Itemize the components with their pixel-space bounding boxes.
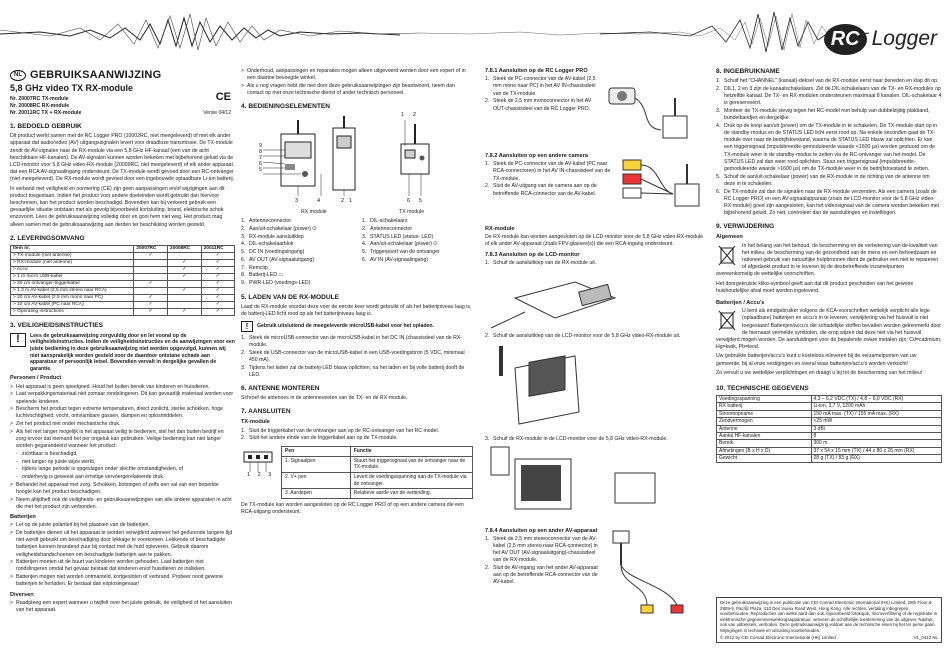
- table-cell: Zendvermogen: [717, 418, 812, 425]
- delivery-table: [10, 245, 235, 316]
- header-banner: [0, 0, 950, 62]
- paragraph: Het doorgekruiste kliko-symbool geeft aan dat dit product gescheiden van het gewone huishoudelijke afval moet worden ingeleverd.: [716, 280, 914, 294]
- table-row: [717, 403, 942, 410]
- legend-item: 6. AV OUT (AV-signaaluitgang): [241, 257, 352, 264]
- table-row: [11, 308, 235, 315]
- paragraph: In verband met veiligheid en normering (CE) zijn geen aanpassingen en/of wijzigingen aan dit product toegestaan. Indien het product voor andere doeleinden wordt gebruikt dan hiervoor beschreven, kan het product worden beschadigd. Bovendien kan bij verkeerd gebruik een gevaarlijke situatie ontstaan met als gevolg bijvoorbeeld kortsluiting, brand, elektrische schok enzovoort. Lees de gebruiksaanwijzing volledig door en gooi hem niet weg. Het product mag alleen samen met de gebruiksaanwijzing aan derden ter beschikking worden gesteld.: [10, 185, 225, 228]
- table-row: [11, 252, 235, 259]
- table-cell: > Accu: [11, 266, 134, 273]
- table-cell: > TX-module (niet antenne): [11, 252, 134, 259]
- column-2: [241, 68, 473, 518]
- paragraph: Dit product werkt samen met de RC Logger PRO (10002RC, niet meegeleverd) of met elk ander apparaat dat audio/video (AV) uitgangssignalen levert voor draadloze transmissie. De TX-module zendt de AV-signalen naar de RX-module via een 5,8 GHz HF-kanaal (een van de acht beschikbare HF-kanalen). De AV-signalen kunnen worden bekeken met bijbehorend geluid via de LCD-monitor voor 5,8 GHz video-RX-module (20009RC, niet meegeleverd) of elk ander apparaat dat een RCA AV-signaalingang ondersteunt. De TX-module wordt gevoed door een RC-ontvanger (niet meegeleverd). De RX-module wordt gevoed door een ingebouwde oplaadbare Li-ion batterij.: [10, 133, 235, 183]
- rx-callout-numbers: [259, 143, 262, 173]
- callout-number: 1: [401, 112, 405, 119]
- monitor-illustration: [485, 340, 695, 432]
- table-row: [282, 489, 473, 499]
- pin-section: [241, 446, 473, 499]
- table-cell: [134, 273, 168, 280]
- table-cell: 4,3 – 6,2 VDC (TX) / 4,8 – 6,0 VDC (RX): [811, 396, 942, 403]
- legend-item: 2. Aan/uit-schakelaar (power) ⏻: [241, 226, 352, 233]
- table-row: [11, 280, 235, 287]
- column-4: [716, 68, 942, 463]
- step-item: 2. Steek de USB-connector van de microUSB-kabel in een USB-voedingsbron (5 VDC, minimaal 450 mA).: [241, 350, 473, 364]
- table-row: [717, 425, 942, 432]
- list-item: > Behandel het apparaat met zorg. Schokken, botsingen of zelfs een val van een beperkte hoogte kan het product beschadigen.: [10, 482, 235, 496]
- table-cell: > 20 cm ontvanger-triggerkabel: [11, 280, 134, 287]
- list-item: > Het apparaat is geen speelgoed. Houd het buiten bereik van kinderen en huisdieren.: [10, 384, 235, 391]
- page-title: GEBRUIKSAANWIJZING: [30, 68, 162, 81]
- battery-bin-icon: [716, 308, 738, 332]
- table-cell: 300 m: [811, 440, 942, 447]
- table-row: [11, 259, 235, 266]
- step-item: 1. Steek de microUSB-connector van de microUSB-kabel in het DC IN (chassisdeel van de RX-module.: [241, 335, 473, 349]
- subsection-title: Batterijen: [10, 514, 36, 521]
- step-item: 2. Sluit de AV-ingang van het ander AV-apparaat aan op de betreffende RCA-connector van de AV-kabel.: [485, 565, 603, 587]
- subsection-title: TX-module: [241, 419, 270, 426]
- list-item: > Laat verpakkingsmateriaal niet zomaar rondslingeren. Dit kan gevaarlijk materiaal worden voor spelende kinderen.: [10, 391, 235, 405]
- table-cell: ✓: [167, 273, 201, 280]
- legend-item: 5. DC IN (voedingsingang): [241, 249, 352, 256]
- control-elements-figure: [241, 114, 473, 218]
- subsection-title: 7.8.1 Aansluiten op de RC Logger PRO: [485, 68, 588, 74]
- callout-number: 1: [349, 198, 353, 205]
- imprint-text: Deze gebruiksaanwijzing is een publicatie van CEI Conrad Electronic International (HK) Limited, 28th Floor & 2909-9, Pacific Plaza, 410 Des Voeux Road West, Hong Kong. Alle rechten, vertaling inbegrepen, voorbehouden. Reproducties van welke aard dan ook, bijvoorbeeld fotokopie, microverfilming of de registratie in elektronische gegevensverwerkingsapparatuur, vereisen de schriftelijke toestemming van de uitgever. Nadruk, ook van uittreksels, verboden. Deze gebruiksaanwijzing voldoet aan de technische eisen bij het ter perse gaan. Wijzigingen in techniek en uitrusting voorbehouden.: [720, 600, 938, 633]
- paragraph: In het belang van het behoud, de bescherming en de verbetering van de kwaliteit van het milieu, de bescherming van de gezondheid van de mens en een behoedzaam en rationeel gebruik van natuurlijke hulpbronnen dient de gebruiker een niet te repareren of afgedankt product in te leveren bij de desbetreffende inzamelpunten overeenkomstig de wettelijke voorschriften.: [716, 242, 939, 278]
- rc-logger-logo: [824, 22, 940, 56]
- callout-number: 8: [259, 149, 263, 156]
- paragraph: Laad de RX-module voordat deze voor de eerste keer wordt gebruikt of als het batterijniveau laag is, de batterij-LED licht rood op als het batterijniveau laag is.: [241, 303, 472, 317]
- section-title: 7. AANSLUITEN: [241, 408, 291, 416]
- step-item: 1. Steek de PC-connector van de AV-kabel (PC naar RCA-connectoren) in het AV IN-chassisdeel van de TX-module.: [485, 161, 615, 183]
- table-cell: 8: [811, 433, 942, 440]
- table-cell: 3 dBi: [811, 425, 942, 432]
- logo-logger: Logger: [869, 27, 940, 51]
- table-cell: > Operating instructions: [11, 308, 134, 315]
- step-item: 2. Sluit het andere einde van de triggerkabel aan op de TX-module.: [241, 435, 473, 442]
- table-cell: ✓: [201, 266, 234, 273]
- table-cell: ✓: [167, 308, 201, 315]
- list-item: > De batterijen dienen uit het apparaat te worden verwijderd wanneer het gedurende langere tijd niet wordt gebruikt om beschadiging door lekkage te voorkomen. Lekkende of beschadigde batterijen kunnen brandend zuur bij contact met de huid opleveren. Gebruik daarom veiligheidshandschoenen om beschadigde batterijen aan te pakken.: [10, 530, 235, 559]
- step-item: 5. Schuif de aan/uit-schakelaar (power) van de RX-module in de richting van de antenne om deze in te schakelen.: [716, 174, 942, 188]
- table-row: [11, 273, 235, 280]
- paragraph: Zo vervult u uw wettelijke verplichtingen en draagt u bij tot de bescherming van het milieu!: [716, 369, 923, 376]
- table-cell: [134, 287, 168, 294]
- callout-number: 5: [259, 167, 263, 174]
- legend-item: 3. RX-module aansluitklep: [241, 234, 352, 241]
- warning-text: Gebruik uitsluitend de meegeleverde microUSB-kabel voor het opladen.: [257, 323, 434, 330]
- step-item: 1. Schuif het "CHANNEL" (kanaal)-deksel van de RX-module eerst naar beneden en klap dit op.: [716, 78, 942, 85]
- paragraph: De RX-module kan worden aangesloten op de LCD-monitor voor de 5,8 GHz video-RX-module of elk ander AV-apparaat (zoals FPV-glasses(s)) die een RCA-ingang ondersteunt.: [485, 234, 703, 248]
- table-cell: > RX-module (niet antenne): [11, 259, 134, 266]
- pin-numbers: 1 2 3: [247, 471, 275, 478]
- table-cell: Antenne: [717, 425, 812, 432]
- item-number: Nr. 20008RC RX-module: [10, 103, 70, 110]
- block-781: [485, 68, 705, 148]
- table-cell: ✓: [201, 280, 234, 287]
- table-cell: Stroomopname: [717, 410, 812, 417]
- table-cell: RX batterij: [717, 403, 812, 410]
- table-cell: <25 mW: [811, 418, 942, 425]
- list-item: > Als het niet langer mogelijk is het apparaat veilig te bedienen, stel het dan buiten bedrijf en zorg ervoor dat niemand het per ongeluk kan gebruiken. Veilige bediening kan niet langer worden gegarandeerd wanneer het product:: [10, 429, 235, 451]
- figure-caption-rx: RX module: [301, 209, 327, 216]
- step-item: 1. Schuif de aansluitklep van de RX-module uit.: [485, 260, 705, 267]
- table-header: Item nr.: [11, 245, 134, 252]
- table-cell: 150 mA max. (TX) / 155 mA max. (RX): [811, 410, 942, 417]
- table-cell: 1. Signaalpen: [282, 456, 351, 472]
- block-782: [485, 150, 705, 220]
- table-row: [717, 447, 942, 454]
- table-cell: > 1 m micro USB-kabel: [11, 273, 134, 280]
- callout-number: 9: [259, 143, 263, 150]
- rc-logger-illustration: [601, 68, 701, 148]
- modules-diagram: [241, 114, 473, 218]
- table-row: [11, 266, 235, 273]
- subsection-title: Batterijen / Accu's: [716, 299, 765, 306]
- table-cell: Afmetingen (B x H x D): [717, 447, 812, 454]
- page-subtitle: 5,8 GHz video TX RX-module: [10, 83, 134, 93]
- table-cell: [134, 259, 168, 266]
- table-cell: > 10 cm AV-kabel (PC naar RCA): [11, 301, 134, 308]
- table-row: [717, 396, 942, 403]
- subsection-title: Diversen: [10, 591, 34, 598]
- table-cell: ✓: [167, 266, 201, 273]
- callout-number: 6: [259, 161, 263, 168]
- table-cell: ✓: [201, 259, 234, 266]
- table-cell: Gewicht: [717, 455, 812, 462]
- table-cell: Voedingsspanning: [717, 396, 812, 403]
- step-item: 2. DIL1, 2 en 3 zijn de kanaalschakelaars. Zet de DIL-schakelaars van de TX- en RX-modules op hetzelfde kanaal. De TX- en RX-modulen ondersteunen maximaal 8 kanalen. DIL-schakelaar 4 is gereserveerd.: [716, 86, 942, 108]
- table-cell: ✓: [201, 301, 234, 308]
- paragraph: U bent als eindgebruiker volgens de KCA-voorschriften wettelijk verplicht alle lege (oplaadbare) batterijen en accu's in te leveren; verwijdering via het huisvuil is niet toegestaan! Batterijen/accu's die schadelijke stoffen bevatten worden gekenmerkt door de hiernaast vermelde symbolen, die erop wijzen dat deze niet via het huisvuil verwijderd mogen worden. De aanduidingen voor de bepalende zware metalen zijn: Cd=cadmium, Hg=kwik, Pb=lood.: [716, 308, 942, 351]
- column-1: [10, 68, 235, 615]
- table-header: 20007RC: [134, 245, 168, 252]
- table-row: [282, 456, 473, 472]
- table-cell: ✓: [167, 259, 201, 266]
- list-item: > Onderhoud, aanpassingen en reparaties mogen alleen uitgevoerd worden door een expert of in een daartoe bevoegde winkel.: [241, 68, 473, 82]
- step-item: 3. Schuif de RX-module in de LCD-monitor voor de 5,8 GHz video-RX-module.: [485, 436, 705, 443]
- table-row: [282, 472, 473, 488]
- step-item: 2. Steek de 2,5 mm monoconnector in het AV OUT-chassisdeel van de RC Logger PRO.: [485, 98, 597, 112]
- table-cell: [134, 266, 168, 273]
- legend-item: 7. Remclip: [241, 265, 352, 272]
- callout-number: 4: [317, 198, 321, 205]
- warning-text: Lees de gebruiksaanwijzing zorgvuldig door en let vooral op de veiligheidsinstructies. Indien de veiligheidsinstructies en de aanwijzingen voor een juiste bediening in deze gebruiksaanwijzing niet worden opgevolgd, kunnen wij niet aansprakelijk worden gesteld voor de daardoor ontstane schade aan apparatuur of persoonlijk letsel. Bovendien vervalt in dergelijke gevallen de garantie.: [30, 332, 235, 372]
- table-cell: 2. V+ pen: [282, 472, 351, 488]
- block-784: [485, 525, 705, 617]
- list-item: > Zet het product niet onder mechanische druk.: [10, 421, 235, 428]
- callout-number: 5: [419, 198, 423, 205]
- table-cell: ✓: [167, 287, 201, 294]
- imprint-footer: [716, 597, 942, 643]
- crossed-bin-icon: [716, 243, 738, 267]
- legend-item: 1. Antenneconnector: [241, 218, 352, 225]
- paragraph: De TX-module kan worden aangesloten op de RC Logger PRO of op een andere camera die een RCA-uitgang ondersteunt.: [241, 501, 464, 515]
- table-cell: 28 g (TX) / 83 g (RX): [811, 455, 942, 462]
- table-cell: ✓: [201, 273, 234, 280]
- table-header: Functie: [350, 446, 472, 456]
- subsection-title: Personen / Product: [10, 375, 62, 382]
- table-cell: Levert de voedingsspanning aan de TX-module via de ontvanger.: [350, 472, 472, 488]
- exclamation-icon: !: [10, 333, 26, 347]
- table-row: [11, 294, 235, 301]
- section-title: 3. VEILIGHEIDSINSTRUCTIES: [10, 321, 104, 329]
- step-item: 2. Sluit de AV-uitgang van de camera aan op de betreffende RCA-connector van de AV-kabel.: [485, 183, 615, 197]
- section-title: 2. LEVERINGSOMVANG: [10, 234, 85, 242]
- subsection-title: Algemeen: [716, 234, 743, 241]
- table-cell: > 1,3 m AV-kabel (2,5 mm stereo naar RCA): [11, 287, 134, 294]
- subsection-title: 7.8.3 Aansluiten op de LCD-monitor: [485, 251, 580, 258]
- legend-item: 1. DIL-schakelaars: [362, 218, 473, 225]
- ce-mark: CE: [215, 91, 231, 103]
- callout-number: 2: [341, 198, 345, 205]
- table-row: [717, 418, 942, 425]
- table-row: [717, 455, 942, 462]
- table-cell: ✓: [201, 294, 234, 301]
- warning-box: [10, 333, 235, 373]
- section-title: 5. LADEN VAN DE RX-MODULE: [241, 293, 340, 301]
- list-item: > Als u nog vragen hebt die niet door deze gebruiksaanwijzingen zijn beantwoord, neem dan contact op met onze technische dienst of ander technisch personeel.: [241, 83, 473, 97]
- table-cell: ✓: [134, 280, 168, 287]
- rx-slide-illustration: [485, 268, 695, 330]
- table-row: [717, 410, 942, 417]
- legend-item: 6. AV IN (AV-signaalingang): [362, 257, 473, 264]
- table-cell: [167, 294, 201, 301]
- list-item: > Let op de juiste polariteit bij het plaatsen van de batterijen.: [10, 522, 235, 529]
- table-cell: Bereik: [717, 440, 812, 447]
- step-item: 1. Steek de 2,5 mm stereoconnector van de AV-kabel (2,5 mm stereo naar RCA-connector) in het AV OUT (AV-signaaluitgang)-chassisdeel van de RX-module.: [485, 536, 603, 565]
- paragraph: Uw gebruikte batterijen/accu's kunt u kosteloos inleveren bij de verzamelpunten van uw gemeente, bij al onze vestigingen en overal waar batterijen/accu's worden verkocht!: [716, 353, 917, 367]
- table-cell: Relatieve aarde van de verbinding.: [350, 489, 472, 499]
- item-number: Nr. 20011RC TX + RX-module: [10, 110, 82, 117]
- subsection-title: RX-module: [485, 226, 515, 232]
- table-row: [717, 440, 942, 447]
- table-cell: [167, 280, 201, 287]
- callout-number: 3: [295, 198, 299, 205]
- legend-item: 9. PWR-LED (voedings-LED): [241, 280, 352, 287]
- table-cell: ✓: [201, 287, 234, 294]
- table-cell: ✓: [134, 252, 168, 259]
- section-title: 10. TECHNISCHE GEGEVENS: [716, 385, 809, 393]
- subsection-title: 7.8.2 Aansluiten op een andere camera: [485, 153, 589, 159]
- table-row: [717, 433, 942, 440]
- legend-item: 2. Antenneconnector: [362, 226, 473, 233]
- section-title: 1. BEDOELD GEBRUIK: [10, 123, 82, 131]
- table-cell: Li-ion, 3,7 V, 1200 mAh: [811, 403, 942, 410]
- step-item: 6. De TX-module zal dan de signalen naar de RX-module verzenden. Als een camera (zoals de RC Logger PRO) en een AV-signaalapparaat (zoals de LCD-monitor voor de 5,8 GHz video-RX-module) goed zijn aangesloten, kan het videosignaal van de camera worden bekeken met bijbehorend geluid. Zo niet, controleer dan de aansluitingen en instellingen.: [716, 189, 942, 218]
- list-item: > Batterijen mogen niet worden ontmanteld, kortgesloten of verbrand. Probeer nooit gewone batterijen te herladen. Er bestaat dan explosiegevaar!: [10, 574, 235, 588]
- waveform-graphic: [0, 0, 950, 62]
- table-cell: Stuurt het triggersignaal van de ontvanger naar de TX-module.: [350, 456, 472, 472]
- step-item: 3. Monteer de TX-module stevig tegen het RC-model met behulp van dubbelzijdig plakband, bundelbandjes en dergelijke.: [716, 108, 942, 122]
- figure-caption-tx: TX module: [399, 209, 425, 216]
- table-cell: ✓: [134, 294, 168, 301]
- connector-graphic: [241, 446, 275, 499]
- version-label: Versie 04/12: [203, 110, 231, 116]
- table-header: 20008RC: [167, 245, 201, 252]
- callout-number: 6: [407, 198, 411, 205]
- column-3: [485, 68, 705, 617]
- table-header: 20011RC: [201, 245, 234, 252]
- table-cell: ✓: [201, 252, 234, 259]
- doc-code: V1_0412 NL: [913, 634, 938, 640]
- step-item: 1. Sluit de triggerkabel van de ontvanger aan op de RC-ontvanger van het RC model.: [241, 428, 473, 435]
- table-header: Pen: [282, 446, 351, 456]
- step-item: 3. Tijdens het laden zal de batterij-LED blauw oplichten; na het laden en bij volle batterij dooft de LED.: [241, 365, 473, 379]
- table-cell: ✓: [134, 301, 168, 308]
- section-title: 4. BEDIENINGSELEMENTEN: [241, 103, 331, 111]
- section-title: 9. VERWIJDERING: [716, 223, 775, 231]
- table-row: [11, 287, 235, 294]
- warning-box: [241, 321, 473, 332]
- camera-cable-illustration: [619, 150, 705, 220]
- copyright: © 2012 by CEI Conrad Electronic International (HK) Limited: [720, 634, 836, 640]
- list-item: - onderhevig is geweest aan ernstige vervoergerelateerde druk.: [16, 474, 235, 481]
- logo-rc: RC: [824, 24, 867, 55]
- step-item: 2. Schuif de aansluitklep van de LCD-monitor voor de 5,8 GHz video-RX-module uit.: [485, 333, 705, 340]
- table-cell: [167, 252, 201, 259]
- legend-item: 4. DIL-schakelaarblok: [241, 241, 352, 248]
- step-item: 4. Druk op de knop aan/uit (power) om de TX-module in te schakelen. De TX-module start op in de standby-modus en de STATUS LED licht eerst rood op. Na enkele seconden gaat de TX-module over naar de bedrijfstoestand, waarna de STATUS LED blauw zal oplichten. Er kan een triggersignaal (impulsbreedte-gemoduleerde waarde <1600 μs) worden gestuurd om de TX-module weer in de standby-modus te zetten via de RC-ontvanger van het model. De STATUS LED zal dan weer rood oplichten. Stuur een triggersignaal (impulsbreedte-gemoduleerde waarde >1600 μs) om de TX-module weer in de bedrijfstoestand te zetten.: [716, 123, 942, 173]
- table-cell: ✓: [134, 308, 168, 315]
- rx-insert-illustration: [485, 443, 695, 521]
- legend-item: 4. Aan/uit-schakelaar (power) ⏻: [362, 241, 473, 248]
- av-cable-illustration: [607, 525, 703, 617]
- callout-number: 7: [259, 155, 263, 162]
- callout-number: 2: [413, 112, 417, 119]
- list-item: > Neem altijdheft ook de veiligheids- en gebruiksaanwijzingen van alle andere apparaten in acht die met het product zijn verbonden.: [10, 497, 235, 511]
- table-cell: ✓: [201, 308, 234, 315]
- list-item: - niet langer op juiste wijze werkt,: [16, 459, 235, 466]
- subsection-title: 7.8.4 Aansluiten op een ander AV-apparaat: [485, 527, 598, 534]
- spec-table: [716, 395, 942, 463]
- table-cell: Aantal HF-kanalen: [717, 433, 812, 440]
- table-cell: 37 x 54 x 15 mm (TX) / 44 x 80 x 26 mm (RX): [811, 447, 942, 454]
- element-legend: [241, 218, 473, 287]
- language-badge: NL: [10, 70, 26, 81]
- item-number: Nr. 20007RC TX-module: [10, 96, 69, 103]
- legend-item: 5. Triggerpoort van de ontvanger: [362, 249, 473, 256]
- section-title: 8. INGEBRUIKNAME: [716, 68, 780, 75]
- table-cell: 3. Aardepen: [282, 489, 351, 499]
- pin-table: [281, 446, 473, 499]
- legend-item: 3. STATUS LED (status- LED): [362, 234, 473, 241]
- table-cell: > 20 cm AV-kabel (2,5 mm mono naar PC): [11, 294, 134, 301]
- list-item: - zichtbaar is beschadigd,: [16, 451, 235, 458]
- section-title: 6. ANTENNE MONTEREN: [241, 385, 320, 393]
- table-cell: [167, 301, 201, 308]
- list-item: > Raadpleeg een expert wanneer u twijfelt over het juiste gebruik, de veiligheid of het aansluiten van het apparaat.: [10, 600, 235, 614]
- legend-item: 8. Batterij-LED ▭: [241, 272, 352, 279]
- list-item: > Bescherm het product tegen extreme temperaturen, direct zonlicht, sterke schokken, hoge luchtvochtigheid, vocht, ontvlambare gassen, dampen en oplosmiddelen.: [10, 406, 235, 420]
- exclamation-icon: !: [241, 321, 253, 332]
- list-item: - tijdens lange periode is opgeslagen onder slechte omstandigheden, of: [16, 466, 235, 473]
- table-row: [11, 301, 235, 308]
- list-item: > Batterijen moeten uit de buurt van kinderen worden gehouden. Laat batterijen niet rondslingeren omdat het gevaar bestaat dat kinderen en/of huisdieren ze inslikken.: [10, 559, 235, 573]
- step-item: 1. Steek de PC-connector van de AV-kabel (2,5 mm mono naar PC) in het AV IN-chassisdeel van de TX-module.: [485, 76, 597, 98]
- paragraph: Schroef de antennes in de antenneveeten van de TX- en de RX-module.: [241, 395, 408, 402]
